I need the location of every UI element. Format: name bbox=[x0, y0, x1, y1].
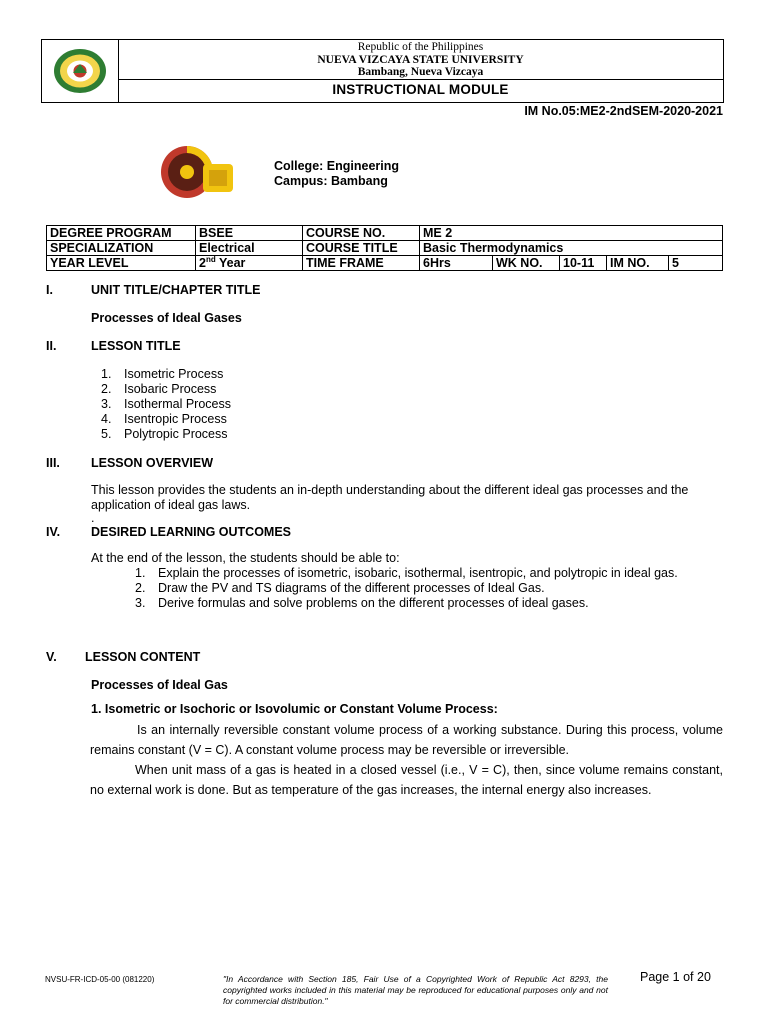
im-number: IM No.05:ME2-2ndSEM-2020-2021 bbox=[524, 104, 723, 118]
table-cell: Electrical bbox=[196, 241, 303, 256]
table-cell: DEGREE PROGRAM bbox=[47, 226, 196, 241]
copyright-notice: "In Accordance with Section 185, Fair Use of a Copyrighted Work of Republic Act 8293, the copyrighted works included in this material may be reproduced for educational purposes only and not for commercial distribution." bbox=[223, 974, 608, 1006]
university-seal-icon bbox=[50, 46, 110, 96]
republic-text: Republic of the Philippines bbox=[357, 41, 484, 53]
college-engineering-logo-icon bbox=[159, 144, 239, 200]
college-info bbox=[274, 159, 399, 189]
table-cell: SPECIALIZATION bbox=[47, 241, 196, 256]
section-label: UNIT TITLE/CHAPTER TITLE bbox=[91, 283, 261, 297]
lesson-title-list bbox=[101, 367, 231, 442]
list-item: 3. Isothermal Process bbox=[101, 397, 231, 411]
content-paragraph: Is an internally reversible constant volume process of a working substance. During this process, volume remains constant (V = C). A constant volume process may be reversible or irreversible. bbox=[90, 723, 723, 757]
section-label: LESSON TITLE bbox=[91, 339, 181, 353]
list-item: 3. Derive formulas and solve problems on the different processes of ideal gases. bbox=[135, 596, 589, 610]
table-row bbox=[47, 226, 723, 241]
table-row bbox=[47, 256, 723, 271]
university-location: Bambang, Nueva Vizcaya bbox=[357, 66, 484, 78]
table-cell: 5 bbox=[669, 256, 723, 271]
section-number: V. bbox=[46, 650, 57, 664]
table-cell: YEAR LEVEL bbox=[47, 256, 196, 271]
process-heading: 1. Isometric or Isochoric or Isovolumic or Constant Volume Process: bbox=[91, 702, 498, 716]
table-cell: BSEE bbox=[196, 226, 303, 241]
outcomes-intro: At the end of the lesson, the students should be able to: bbox=[91, 551, 400, 565]
list-item: 2. Isobaric Process bbox=[101, 382, 217, 396]
overview-dot: . bbox=[91, 511, 95, 525]
section-label: LESSON CONTENT bbox=[85, 650, 201, 664]
header-logo-cell bbox=[42, 40, 119, 102]
table-cell: TIME FRAME bbox=[303, 256, 420, 271]
table-cell: WK NO. bbox=[493, 256, 560, 271]
section-heading bbox=[46, 456, 646, 472]
section-number: IV. bbox=[46, 525, 61, 539]
year-number: 2 bbox=[199, 256, 206, 270]
list-item: 5. Polytropic Process bbox=[101, 427, 228, 441]
campus-line: Campus: Bambang bbox=[274, 174, 388, 188]
learning-outcomes-list bbox=[135, 566, 715, 611]
section-label: LESSON OVERVIEW bbox=[91, 456, 214, 470]
header-table bbox=[41, 39, 724, 103]
list-item: 1. Explain the processes of isometric, isobaric, isothermal, isentropic, and polytropic in ideal gas. bbox=[135, 566, 678, 580]
section-heading bbox=[46, 339, 646, 355]
table-cell: IM NO. bbox=[607, 256, 669, 271]
college-line: College: Engineering bbox=[274, 159, 400, 173]
section-number: II. bbox=[46, 339, 57, 353]
section-number: III. bbox=[46, 456, 60, 470]
course-info-table bbox=[46, 225, 723, 271]
content-paragraph: When unit mass of a gas is heated in a closed vessel (i.e., V = C), then, since volume remains constant, no external work is done. But as temperature of the gas increases, the internal energy also increases. bbox=[90, 763, 723, 797]
table-cell: 10-11 bbox=[560, 256, 607, 271]
table-cell: COURSE TITLE bbox=[303, 241, 420, 256]
list-item: 4. Isentropic Process bbox=[101, 412, 227, 426]
university-name: NUEVA VIZCAYA STATE UNIVERSITY bbox=[317, 53, 524, 66]
year-level-cell bbox=[196, 256, 303, 271]
section-heading bbox=[46, 650, 646, 666]
module-title: INSTRUCTIONAL MODULE bbox=[332, 82, 509, 97]
section-heading bbox=[46, 525, 646, 541]
section-heading bbox=[46, 283, 646, 299]
table-cell: COURSE NO. bbox=[303, 226, 420, 241]
table-cell: Basic Thermodynamics bbox=[420, 241, 723, 256]
year-word: Year bbox=[215, 256, 246, 270]
list-item: 1. Isometric Process bbox=[101, 367, 224, 381]
lesson-overview-text: This lesson provides the students an in-depth understanding about the different ideal gas processes and the application of ideal gas laws. bbox=[91, 483, 689, 512]
university-info bbox=[118, 40, 723, 80]
section-label: DESIRED LEARNING OUTCOMES bbox=[91, 525, 292, 539]
table-row bbox=[47, 241, 723, 256]
year-superscript: nd bbox=[205, 255, 216, 264]
chapter-title: Processes of Ideal Gases bbox=[91, 311, 242, 325]
table-cell: ME 2 bbox=[420, 226, 723, 241]
table-cell: 6Hrs bbox=[420, 256, 493, 271]
form-code: NVSU-FR-ICD-05-00 (081220) bbox=[45, 975, 155, 984]
section-number: I. bbox=[46, 283, 53, 297]
list-item: 2. Draw the PV and TS diagrams of the different processes of Ideal Gas. bbox=[135, 581, 545, 595]
page-number: Page 1 of 20 bbox=[640, 970, 711, 984]
content-subtitle: Processes of Ideal Gas bbox=[91, 678, 228, 692]
